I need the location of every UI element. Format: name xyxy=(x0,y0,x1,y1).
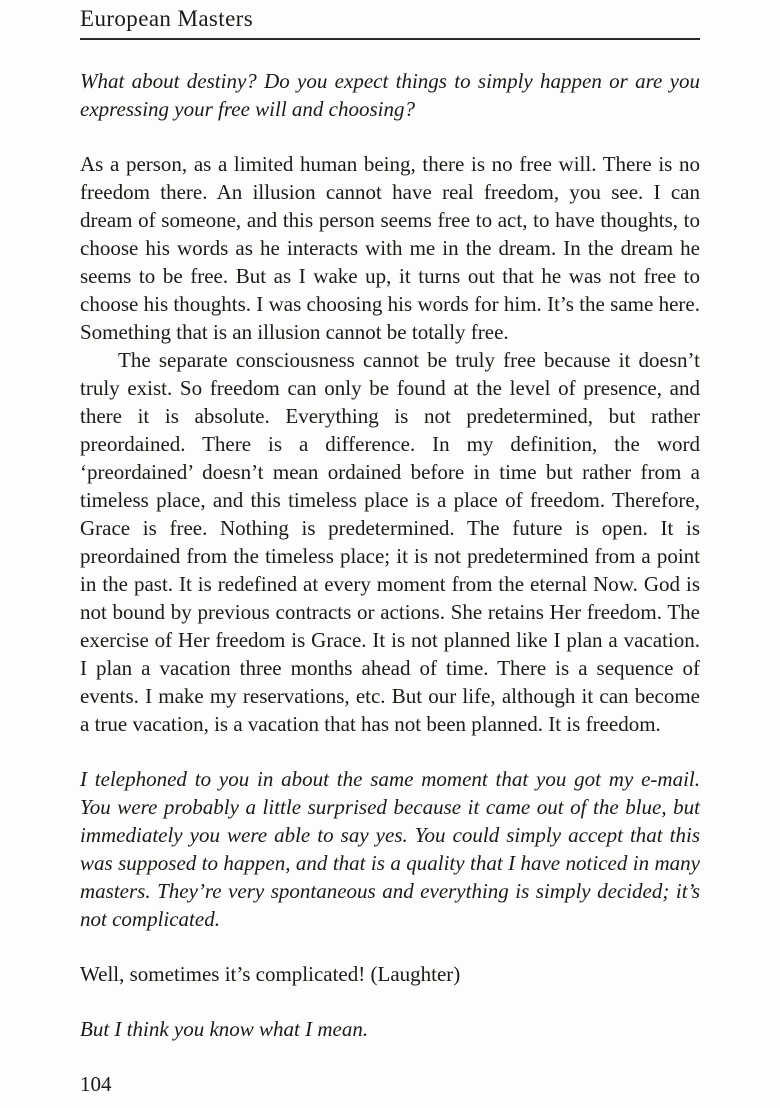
answer-line: Well, sometimes it’s complicated! (Laughter) xyxy=(80,962,461,986)
running-header-title: European Masters xyxy=(80,6,254,31)
answer-paragraph-2: The separate consciousness cannot be truly free because it doesn’t truly exist. So freedom can only be found at the level of presence, and there it is absolute. Everything is not predetermined, but rather preordained. There is a difference. In my definition, the word ‘preordained’ doesn’t mean ordained before in time but rather from a timeless place, and this timeless place is a place of freedom. Therefore, Grace is free. Nothing is predetermined. The future is open. It is preordained from the timeless place; it is not predetermined from a point in the past. It is redefined at every moment from the eternal Now. God is not bound by previous contracts or actions. She retains Her freedom. The exercise of Her freedom is Grace. It is not planned like I plan a vacation. I plan a vacation three months ahead of time. There is a sequence of events. I make my reservations, etc. But our life, although it can become a true vacation, is a vacation that has not been planned. It is freedom. xyxy=(80,348,700,736)
interviewer-line: But I think you know what I mean. xyxy=(80,1017,369,1041)
interviewer-comment-paragraph: I telephoned to you in about the same moment that you got my e-mail. You were probably a little surprised because it came out of the blue, but immediately you were able to say yes. You could simply accept that this was supposed to happen, and that is a quality that I have noticed in many masters. They’re very spontaneous and everything is simply decided; it’s not complicated. xyxy=(80,767,700,931)
page-footer xyxy=(80,1070,700,1098)
page-number: 104 xyxy=(80,1072,112,1096)
answer-paragraph-1: As a person, as a limited human being, there is no free will. There is no freedom there. An illusion cannot have real freedom, you see. I can dream of someone, and this person seems free to act, to have thoughts, to choose his words as he interacts with me in the dream. In the dream he seems to be free. But as I wake up, it turns out that he was not free to choose his thoughts. I was choosing his words for him. It’s the same here. Something that is an illusion cannot be totally free. xyxy=(80,152,700,344)
running-header xyxy=(80,4,700,40)
interviewer-question-paragraph: What about destiny? Do you expect things to simply happen or are you expressing your free will and choosing? xyxy=(80,69,700,121)
page-body xyxy=(80,40,700,1043)
